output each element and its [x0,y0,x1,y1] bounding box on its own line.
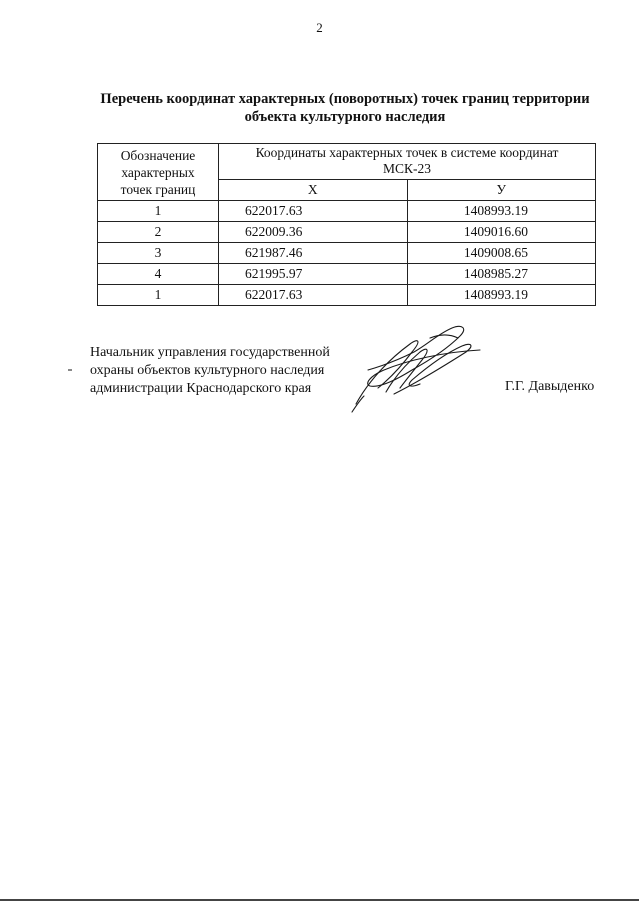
handwritten-signature [348,322,496,414]
signature-stroke [352,396,364,412]
signature-strokes [352,326,480,412]
coords-header-line-1: Координаты характерных точек в системе координат [255,145,559,161]
point-header-line-1: Обозначение [120,147,196,163]
position-line-1: Начальник управления государственной [90,345,330,360]
table-row [98,201,596,222]
coords-header-line-2: МСК-23 [382,161,431,177]
y-coordinate-cell: 1408985.27 [407,264,596,285]
scan-mark [68,369,72,371]
position-line-3: администрации Краснодарского края [90,381,312,396]
point-header-line-2: характерных [121,164,195,180]
x-coordinate-cell: 622009.36 [219,222,408,243]
page-number: 2 [316,20,323,35]
signatory-position [90,344,330,398]
point-number-cell: 4 [98,264,219,285]
table-row [98,285,596,306]
table-row [98,222,596,243]
point-designation-header [98,144,219,201]
document-title [70,90,620,126]
y-coordinate-cell: 1408993.19 [407,285,596,306]
point-number-cell: 1 [98,201,219,222]
coordinates-table [97,143,596,306]
point-header-line-3: точек границ [120,181,196,197]
x-coordinate-cell: 622017.63 [219,201,408,222]
x-coordinate-cell: 621995.97 [219,264,408,285]
y-coordinate-cell: 1409016.60 [407,222,596,243]
y-coordinate-cell: 1408993.19 [407,201,596,222]
y-coordinate-cell: 1409008.65 [407,243,596,264]
x-coordinate-cell: 622017.63 [219,285,408,306]
x-axis-header: Х [219,179,408,200]
document-title-line-1: Перечень координат характерных (поворотных) точек границ территории [100,91,590,107]
table-row [98,243,596,264]
x-coordinate-cell: 621987.46 [219,243,408,264]
point-number-cell: 3 [98,243,219,264]
table-header-row [98,144,596,180]
point-number-cell: 1 [98,285,219,306]
page-bottom-edge [0,899,639,901]
signer-name: Г.Г. Давыденко [505,379,595,394]
y-axis-header: У [407,179,596,200]
table-row [98,264,596,285]
coordinate-system-header [219,144,596,180]
document-title-line-2: объекта культурного наследия [244,109,446,125]
position-line-2: охраны объектов культурного наследия [90,363,325,378]
signature-stroke [430,335,458,338]
point-number-cell: 2 [98,222,219,243]
